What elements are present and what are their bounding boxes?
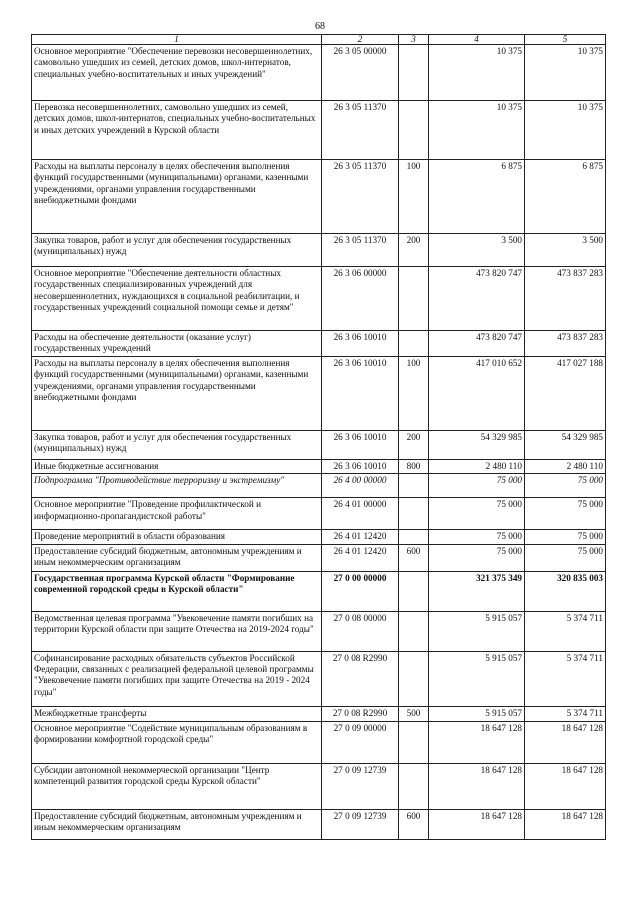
row-code: 26 3 06 10010	[322, 356, 399, 430]
row-amount-first: 18 647 128	[429, 721, 525, 763]
row-amount-first: 6 875	[429, 160, 525, 234]
row-amount-first: 417 010 652	[429, 356, 525, 430]
row-amount-second: 18 647 128	[525, 763, 606, 809]
row-amount-second: 473 837 283	[525, 331, 606, 357]
row-amount-second: 75 000	[525, 474, 606, 498]
row-amount-first: 54 329 985	[429, 430, 525, 459]
row-code: 26 3 06 00000	[322, 267, 399, 331]
row-name: Предоставление субсидий бюджетным, автономным учреждениям и иным некоммерческим организациям	[32, 544, 322, 571]
row-name: Расходы на обеспечение деятельности (оказание услуг) государственных учреждений	[32, 331, 322, 357]
table-row	[32, 763, 606, 809]
row-amount-second: 320 835 003	[525, 571, 606, 611]
row-name: Иные бюджетные ассигнования	[32, 459, 322, 473]
row-amount-second: 5 374 711	[525, 706, 606, 721]
row-name: Межбюджетные трансферты	[32, 706, 322, 721]
column-number: 5	[525, 35, 606, 45]
table-row	[32, 809, 606, 839]
row-name: Закупка товаров, работ и услуг для обеспечения государственных (муниципальных) нужд	[32, 234, 322, 267]
row-name: Закупка товаров, работ и услуг для обеспечения государственных (муниципальных) нужд	[32, 430, 322, 459]
table-row	[32, 721, 606, 763]
table-row	[32, 331, 606, 357]
column-number-row	[32, 35, 606, 45]
row-name: Основное мероприятие "Содействие муниципальным образованиям в формировании комфортной городской среды"	[32, 721, 322, 763]
row-expense-type: 100	[399, 356, 429, 430]
row-code: 26 4 01 12420	[322, 544, 399, 571]
row-amount-second: 417 027 188	[525, 356, 606, 430]
row-code: 26 3 06 10010	[322, 331, 399, 357]
row-code: 26 4 00 00000	[322, 474, 399, 498]
row-name: Перевозка несовершеннолетних, самовольно ушедших из семей, детских домов, школ-интернатов, специальных учебно-воспитательных и иных детских учреждений в Курской области	[32, 101, 322, 160]
row-name: Расходы на выплаты персоналу в целях обеспечения выполнения функций государственными (муниципальными) органами, казенными учреждениями, органами управления государственными внебюджетными фондами	[32, 160, 322, 234]
row-amount-first: 5 915 057	[429, 706, 525, 721]
row-amount-first: 473 820 747	[429, 331, 525, 357]
row-code: 26 3 06 10010	[322, 459, 399, 473]
row-code: 27 0 08 R2990	[322, 651, 399, 706]
row-amount-second: 5 374 711	[525, 611, 606, 651]
row-expense-type: 200	[399, 234, 429, 267]
row-expense-type	[399, 45, 429, 101]
column-number: 1	[32, 35, 322, 45]
row-amount-second: 75 000	[525, 530, 606, 544]
row-amount-first: 75 000	[429, 474, 525, 498]
row-amount-first: 75 000	[429, 498, 525, 530]
row-amount-second: 6 875	[525, 160, 606, 234]
row-amount-first: 2 480 110	[429, 459, 525, 473]
row-amount-first: 321 375 349	[429, 571, 525, 611]
row-amount-first: 18 647 128	[429, 763, 525, 809]
row-expense-type	[399, 611, 429, 651]
row-name: Субсидии автономной некоммерческой организации "Центр компетенций развития городской среды Курской области"	[32, 763, 322, 809]
row-code: 26 3 05 11370	[322, 234, 399, 267]
row-expense-type	[399, 530, 429, 544]
row-code: 27 0 09 12739	[322, 763, 399, 809]
row-expense-type: 600	[399, 544, 429, 571]
table-row	[32, 571, 606, 611]
page-number: 68	[315, 21, 325, 32]
table-row	[32, 544, 606, 571]
row-amount-second: 18 647 128	[525, 809, 606, 839]
row-amount-second: 18 647 128	[525, 721, 606, 763]
row-name: Основное мероприятие "Обеспечение деятельности областных государственных специализированных учреждений для несовершеннолетних, нуждающихся в социальной реабилитации, и государственных учреждений социальной помощи семье и детям"	[32, 267, 322, 331]
row-code: 26 3 05 11370	[322, 160, 399, 234]
row-code: 26 3 05 00000	[322, 45, 399, 101]
budget-table	[31, 34, 606, 840]
table-row	[32, 160, 606, 234]
row-code: 27 0 00 00000	[322, 571, 399, 611]
table-row	[32, 530, 606, 544]
table-row	[32, 498, 606, 530]
row-expense-type: 800	[399, 459, 429, 473]
row-expense-type	[399, 474, 429, 498]
row-amount-second: 75 000	[525, 498, 606, 530]
table-row	[32, 101, 606, 160]
table-row	[32, 430, 606, 459]
row-expense-type	[399, 267, 429, 331]
row-expense-type: 200	[399, 430, 429, 459]
row-code: 26 3 05 11370	[322, 101, 399, 160]
row-expense-type	[399, 331, 429, 357]
row-expense-type	[399, 571, 429, 611]
row-name: Основное мероприятие "Проведение профилактической и информационно-пропагандистской работы"	[32, 498, 322, 530]
row-expense-type	[399, 101, 429, 160]
table-row	[32, 474, 606, 498]
row-expense-type: 600	[399, 809, 429, 839]
table-row	[32, 234, 606, 267]
table-row	[32, 356, 606, 430]
column-number: 3	[399, 35, 429, 45]
row-name: Государственная программа Курской области "Формирование современной городской среды в Курской области"	[32, 571, 322, 611]
row-amount-second: 54 329 985	[525, 430, 606, 459]
table-row	[32, 611, 606, 651]
row-amount-second: 10 375	[525, 101, 606, 160]
row-amount-first: 5 915 057	[429, 611, 525, 651]
row-amount-second: 10 375	[525, 45, 606, 101]
row-amount-second: 3 500	[525, 234, 606, 267]
row-code: 26 3 06 10010	[322, 430, 399, 459]
row-amount-first: 10 375	[429, 45, 525, 101]
row-expense-type	[399, 721, 429, 763]
row-amount-second: 473 837 283	[525, 267, 606, 331]
row-code: 27 0 08 R2990	[322, 706, 399, 721]
row-name: Основное мероприятие "Обеспечение перевозки несовершеннолетних, самовольно ушедших из семей, детских домов, школ-интернатов, специальных учебно-воспитательных и иных учреждений"	[32, 45, 322, 101]
row-name: Расходы на выплаты персоналу в целях обеспечения выполнения функций государственными (муниципальными) органами, казенными учреждениями, органами управления государственными внебюджетными фондами	[32, 356, 322, 430]
row-amount-first: 3 500	[429, 234, 525, 267]
row-name: Ведомственная целевая программа "Увековечение памяти погибших на территории Курской области при защите Отечества на 2019-2024 годы"	[32, 611, 322, 651]
row-name: Подпрограмма "Противодействие терроризму и экстремизму"	[32, 474, 322, 498]
row-code: 27 0 09 12739	[322, 809, 399, 839]
row-code: 26 4 01 12420	[322, 530, 399, 544]
table-row	[32, 706, 606, 721]
column-number: 4	[429, 35, 525, 45]
row-amount-second: 75 000	[525, 544, 606, 571]
row-amount-first: 18 647 128	[429, 809, 525, 839]
row-expense-type: 100	[399, 160, 429, 234]
row-amount-first: 75 000	[429, 544, 525, 571]
row-code: 27 0 09 00000	[322, 721, 399, 763]
row-name: Предоставление субсидий бюджетным, автономным учреждениям и иным некоммерческим организациям	[32, 809, 322, 839]
table-row	[32, 459, 606, 473]
row-amount-first: 473 820 747	[429, 267, 525, 331]
column-number: 2	[322, 35, 399, 45]
row-code: 26 4 01 00000	[322, 498, 399, 530]
row-code: 27 0 08 00000	[322, 611, 399, 651]
row-amount-second: 5 374 711	[525, 651, 606, 706]
row-name: Проведение мероприятий в области образования	[32, 530, 322, 544]
row-expense-type	[399, 763, 429, 809]
table-row	[32, 267, 606, 331]
row-name: Софинансирование расходных обязательств субъектов Российской Федерации, связанных с реализацией федеральной целевой программы "Увековечение памяти погибших при защите Отечества на 2019 - 2024 годы"	[32, 651, 322, 706]
row-expense-type	[399, 498, 429, 530]
table-row	[32, 45, 606, 101]
row-amount-first: 5 915 057	[429, 651, 525, 706]
row-amount-first: 10 375	[429, 101, 525, 160]
row-expense-type	[399, 651, 429, 706]
row-amount-first: 75 000	[429, 530, 525, 544]
row-amount-second: 2 480 110	[525, 459, 606, 473]
table-row	[32, 651, 606, 706]
row-expense-type: 500	[399, 706, 429, 721]
